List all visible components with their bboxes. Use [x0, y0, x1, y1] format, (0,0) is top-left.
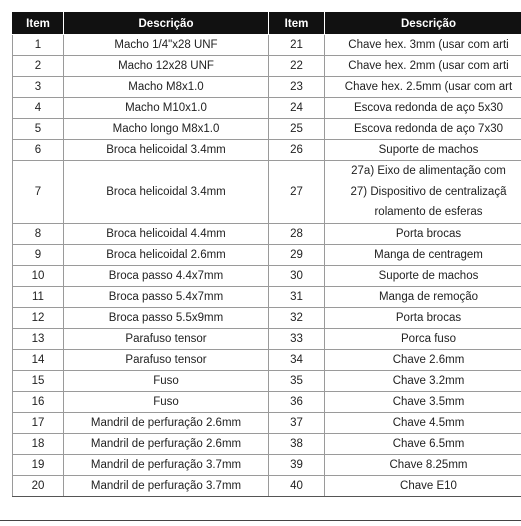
- item-description: Chave 3.2mm: [325, 371, 521, 392]
- item-number: 40: [269, 476, 325, 497]
- item-description: Manga de remoção: [325, 287, 521, 308]
- item-number: 7: [13, 161, 64, 224]
- item-description: Porca fuso: [325, 329, 521, 350]
- item-description: Macho M8x1.0: [64, 77, 269, 98]
- item-number: 4: [13, 98, 64, 119]
- item-description: Macho longo M8x1.0: [64, 119, 269, 140]
- item-description: Fuso: [64, 371, 269, 392]
- item-description: Mandril de perfuração 3.7mm: [64, 455, 269, 476]
- item-description: Broca helicoidal 2.6mm: [64, 245, 269, 266]
- description-line: 27) Dispositivo de centralizaçã: [350, 185, 507, 198]
- table-row: [13, 119, 521, 140]
- item-description: Chave 2.6mm: [325, 350, 521, 371]
- table-row: [13, 266, 521, 287]
- item-number: 24: [269, 98, 325, 119]
- table-body: [13, 35, 521, 497]
- item-number: 26: [269, 140, 325, 161]
- item-description: Broca passo 4.4x7mm: [64, 266, 269, 287]
- item-number: 27: [269, 161, 325, 224]
- table-row: [13, 476, 521, 497]
- header-row: [13, 13, 521, 35]
- item-description: Chave hex. 2mm (usar com arti: [325, 56, 521, 77]
- item-number: 28: [269, 224, 325, 245]
- item-description: Mandril de perfuração 3.7mm: [64, 476, 269, 497]
- item-number: 22: [269, 56, 325, 77]
- item-number: 9: [13, 245, 64, 266]
- item-description: Broca helicoidal 3.4mm: [64, 161, 269, 224]
- item-description: Chave 4.5mm: [325, 413, 521, 434]
- item-description: Manga de centragem: [325, 245, 521, 266]
- item-number: 8: [13, 224, 64, 245]
- item-number: 3: [13, 77, 64, 98]
- item-number: 11: [13, 287, 64, 308]
- item-number: 15: [13, 371, 64, 392]
- item-number: 5: [13, 119, 64, 140]
- item-description: Broca helicoidal 3.4mm: [64, 140, 269, 161]
- item-number: 31: [269, 287, 325, 308]
- table-row: [13, 413, 521, 434]
- item-description: Mandril de perfuração 2.6mm: [64, 434, 269, 455]
- item-number: 35: [269, 371, 325, 392]
- item-description: Chave 3.5mm: [325, 392, 521, 413]
- table-row: [13, 329, 521, 350]
- item-number: 21: [269, 35, 325, 56]
- header-descricao-1: Descrição: [64, 13, 269, 35]
- item-number: 1: [13, 35, 64, 56]
- table-row: [13, 287, 521, 308]
- table-row: [13, 245, 521, 266]
- item-description: Macho 12x28 UNF: [64, 56, 269, 77]
- table-row: [13, 308, 521, 329]
- header-item-2: Item: [269, 13, 325, 35]
- item-number: 14: [13, 350, 64, 371]
- table-row: [13, 392, 521, 413]
- item-description: Mandril de perfuração 2.6mm: [64, 413, 269, 434]
- item-number: 33: [269, 329, 325, 350]
- item-description: Suporte de machos: [325, 266, 521, 287]
- item-number: 18: [13, 434, 64, 455]
- table-row: [13, 371, 521, 392]
- item-number: 29: [269, 245, 325, 266]
- table-row: [13, 224, 521, 245]
- item-description: Chave hex. 2.5mm (usar com art: [325, 77, 521, 98]
- item-number: 36: [269, 392, 325, 413]
- item-number: 30: [269, 266, 325, 287]
- item-description: Macho 1/4"x28 UNF: [64, 35, 269, 56]
- item-description: Chave E10: [325, 476, 521, 497]
- item-number: 16: [13, 392, 64, 413]
- item-description: Escova redonda de aço 5x30: [325, 98, 521, 119]
- item-description: Fuso: [64, 392, 269, 413]
- item-description: Parafuso tensor: [64, 350, 269, 371]
- item-description: Broca passo 5.5x9mm: [64, 308, 269, 329]
- table-row: [13, 161, 521, 224]
- item-number: 2: [13, 56, 64, 77]
- item-description: Suporte de machos: [325, 140, 521, 161]
- item-number: 20: [13, 476, 64, 497]
- item-number: 10: [13, 266, 64, 287]
- table-row: [13, 140, 521, 161]
- table-row: [13, 77, 521, 98]
- item-description: Porta brocas: [325, 224, 521, 245]
- item-number: 38: [269, 434, 325, 455]
- header-descricao-2: Descrição: [325, 13, 521, 35]
- item-number: 39: [269, 455, 325, 476]
- item-description: Chave 8.25mm: [325, 455, 521, 476]
- item-description: Escova redonda de aço 7x30: [325, 119, 521, 140]
- item-number: 13: [13, 329, 64, 350]
- item-description: Chave hex. 3mm (usar com arti: [325, 35, 521, 56]
- item-description: Macho M10x1.0: [64, 98, 269, 119]
- item-number: 12: [13, 308, 64, 329]
- bottom-rule: [0, 520, 521, 521]
- table-row: [13, 98, 521, 119]
- item-description: Chave 6.5mm: [325, 434, 521, 455]
- item-number: 34: [269, 350, 325, 371]
- item-number: 37: [269, 413, 325, 434]
- item-description: Broca passo 5.4x7mm: [64, 287, 269, 308]
- table-row: [13, 35, 521, 56]
- parts-table: [12, 12, 521, 497]
- table-row: [13, 56, 521, 77]
- table-row: [13, 434, 521, 455]
- item-description: Parafuso tensor: [64, 329, 269, 350]
- item-number: 25: [269, 119, 325, 140]
- item-number: 23: [269, 77, 325, 98]
- item-number: 6: [13, 140, 64, 161]
- description-line: rolamento de esferas: [374, 206, 483, 219]
- item-description: Broca helicoidal 4.4mm: [64, 224, 269, 245]
- item-number: 32: [269, 308, 325, 329]
- header-item-1: Item: [13, 13, 64, 35]
- item-number: 19: [13, 455, 64, 476]
- item-description: Porta brocas: [325, 308, 521, 329]
- table-row: [13, 455, 521, 476]
- table-row: [13, 350, 521, 371]
- description-line: 27a) Eixo de alimentação com: [351, 165, 506, 178]
- item-number: 17: [13, 413, 64, 434]
- item-description: [325, 161, 521, 224]
